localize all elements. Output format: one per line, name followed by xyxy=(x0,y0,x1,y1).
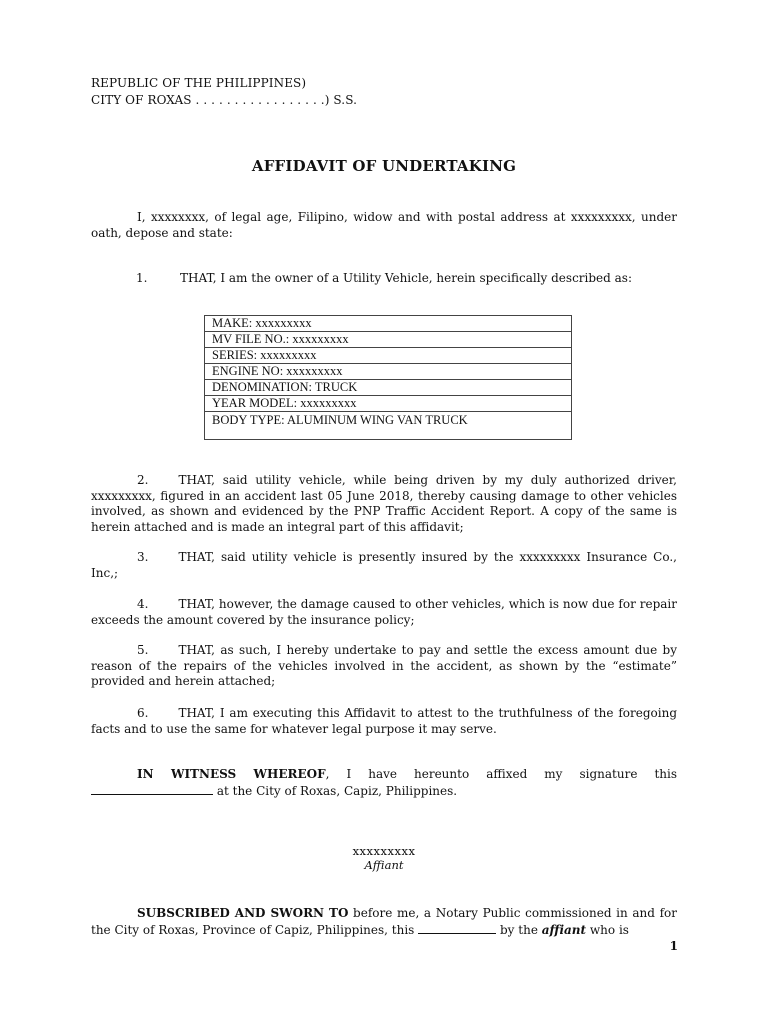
witness-paragraph xyxy=(91,767,677,799)
vehicle-description-table xyxy=(204,315,572,440)
table-row xyxy=(205,412,572,440)
date-blank-line xyxy=(91,783,213,795)
item-2-number: 2. xyxy=(137,473,149,487)
item-2-text: THAT, said utility vehicle, while being driven by my duly authorized driver, xxxxxxxxx, figured in an accident last 05 June 2018, thereby causing damage to other vehicles involved, as shown and evidenced by the PNP Traffic Accident Report. A copy of the same is herein attached and is made an integral part of this affidavit; xyxy=(91,473,677,534)
item-4-number: 4. xyxy=(137,597,149,611)
jurat-affiant-word: affiant xyxy=(541,922,587,937)
venue-block xyxy=(91,75,357,109)
item-5-text: THAT, as such, I hereby undertake to pay and settle the excess amount due by reason of the repairs of the vehicles involved in the accident, as shown by the “estimate” provided and herein attached; xyxy=(91,643,677,688)
witness-location: at the City of Roxas, Capiz, Philippines. xyxy=(216,783,458,798)
table-row xyxy=(205,364,572,380)
table-row xyxy=(205,348,572,364)
table-row xyxy=(205,380,572,396)
venue-line-2: CITY OF ROXAS . . . . . . . . . . . . . . . . .) S.S. xyxy=(91,93,358,107)
jurat-lead: SUBSCRIBED AND SWORN TO xyxy=(137,906,349,920)
jurat-text: before me, a Notary Public commissioned in and for the City of Roxas, Province of Capiz, Philippines, this xyxy=(91,906,677,937)
table-row xyxy=(205,396,572,412)
item-1-text: THAT, I am the owner of a Utility Vehicle, herein specifically described as: xyxy=(180,271,632,285)
affiant-name: xxxxxxxxx xyxy=(352,844,416,858)
item-3-number: 3. xyxy=(137,550,149,564)
item-2 xyxy=(91,473,677,535)
intro-paragraph xyxy=(91,210,677,241)
item-1 xyxy=(136,271,632,287)
jurat-by: by the xyxy=(500,922,538,937)
witness-text: , I have hereunto affixed my signature this xyxy=(325,767,677,781)
jurat-date-blank-line xyxy=(418,922,496,934)
witness-lead: IN WITNESS WHEREOF xyxy=(137,767,326,781)
vehicle-body-type: BODY TYPE: ALUMINUM WING VAN TRUCK xyxy=(205,412,572,440)
item-5-number: 5. xyxy=(137,643,149,657)
vehicle-year-model: YEAR MODEL: xxxxxxxxx xyxy=(205,396,572,412)
jurat-end: who is xyxy=(589,922,629,937)
item-6 xyxy=(91,706,677,737)
jurat-paragraph xyxy=(91,906,677,938)
affiant-label: Affiant xyxy=(364,858,404,872)
table-row xyxy=(205,316,572,332)
item-6-text: THAT, I am executing this Affidavit to attest to the truthfulness of the foregoing facts and to use the same for whatever legal purpose it may serve. xyxy=(91,706,677,736)
vehicle-series: SERIES: xxxxxxxxx xyxy=(205,348,572,364)
item-5 xyxy=(91,643,677,690)
intro-text: I, xxxxxxxx, of legal age, Filipino, widow and with postal address at xxxxxxxxx, under oath, depose and state: xyxy=(91,210,677,240)
item-6-number: 6. xyxy=(137,706,149,720)
item-3 xyxy=(91,550,677,581)
venue-line-1: REPUBLIC OF THE PHILIPPINES) xyxy=(91,76,307,90)
item-4 xyxy=(91,597,677,628)
item-1-number: 1. xyxy=(136,271,148,285)
item-4-text: THAT, however, the damage caused to other vehicles, which is now due for repair exceeds the amount covered by the insurance policy; xyxy=(91,597,677,627)
item-3-text: THAT, said utility vehicle is presently insured by the xxxxxxxxx Insurance Co., Inc,; xyxy=(91,550,677,580)
vehicle-mv-file-no: MV FILE NO.: xxxxxxxxx xyxy=(205,332,572,348)
table-row xyxy=(205,332,572,348)
vehicle-make: MAKE: xxxxxxxxx xyxy=(205,316,572,332)
vehicle-engine-no: ENGINE NO: xxxxxxxxx xyxy=(205,364,572,380)
page-number: 1 xyxy=(669,939,678,953)
vehicle-denomination: DENOMINATION: TRUCK xyxy=(205,380,572,396)
document-title: AFFIDAVIT OF UNDERTAKING xyxy=(251,157,517,175)
